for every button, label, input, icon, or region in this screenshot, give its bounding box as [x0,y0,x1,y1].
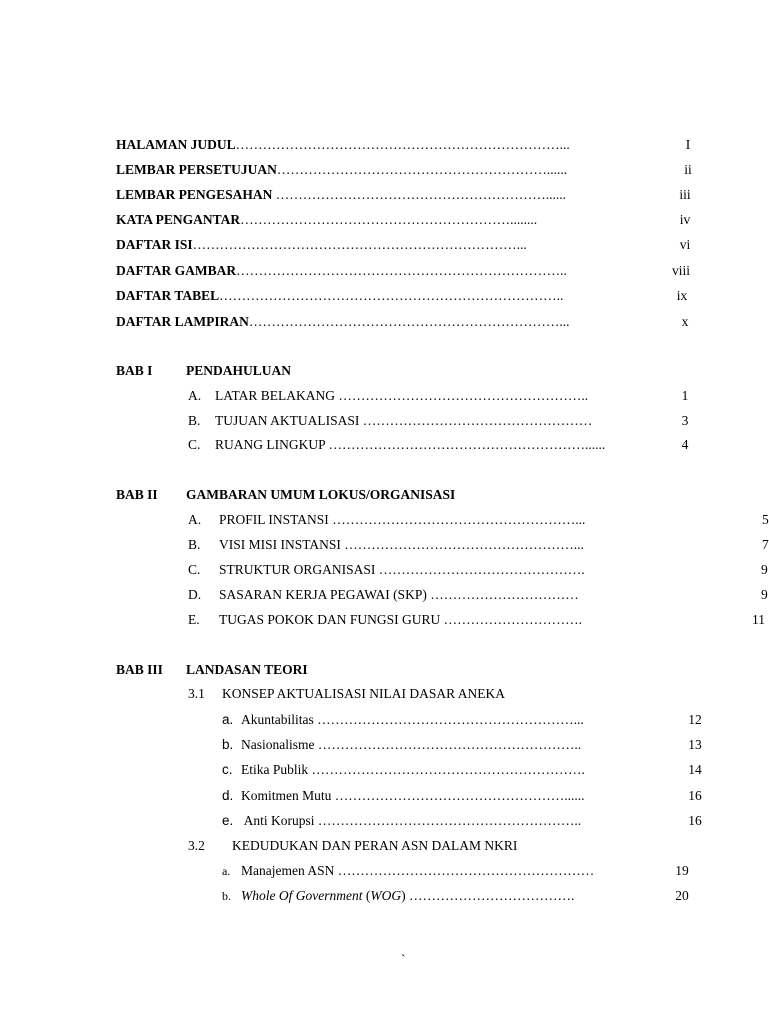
entry-label: LEMBAR PERSETUJUAN [116,162,277,177]
entry-marker: B. [188,413,201,428]
toc-entry [222,737,581,753]
page-number: I [685,137,691,152]
page-number: 20 [675,888,689,903]
entry-label: SASARAN KERJA PEGAWAI (SKP) [219,587,431,602]
leader-dots: …………………………. [443,612,583,627]
page-number: 14 [688,762,702,777]
leader-dots: ………………………………………………………………….. [219,288,564,303]
page-number: x [681,314,689,329]
entry-label: Akuntabilitas [241,712,318,727]
page-number: iii [679,187,691,202]
page-number: viii [671,263,690,278]
toc-entry [222,888,574,904]
entry-marker: A. [188,388,202,403]
toc-entry [188,587,579,603]
page-number: 19 [675,863,689,878]
chapter-title: LANDASAN TEORI [186,662,308,677]
entry-marker: a. [222,712,234,727]
toc-entry [188,612,582,628]
toc-entry [188,512,585,528]
toc-entry [116,237,527,253]
entry-marker: E. [188,612,200,627]
toc-entry [188,537,584,553]
section-marker: 3.2 [188,838,205,853]
entry-marker: A. [188,512,202,527]
leader-dots: ………………………………………………... [332,512,586,527]
page-number: 5 [762,512,769,527]
leader-dots: ………………………………………………….. [317,737,582,752]
leader-dots: ……………………………………………………………….. [236,263,567,278]
page-number: ii [684,162,692,177]
entry-label: VISI MISI INSTANSI [219,537,345,552]
section-heading [188,838,517,854]
toc-entry [116,263,567,279]
toc-entry [116,137,570,153]
page-number: vi [679,237,691,252]
page-number: ix [676,288,688,303]
toc-entry [188,413,592,429]
page-number: 16 [688,788,702,803]
leader-dots: ………………………………………………….. [317,813,582,828]
chapter-title: PENDAHULUAN [186,363,292,378]
toc-entry [188,437,605,453]
toc-entry [188,562,585,578]
entry-label: TUJUAN AKTUALISASI [215,413,363,428]
section-label: KONSEP AKTUALISASI NILAI DASAR ANEKA [222,686,506,701]
toc-entry [222,788,585,804]
entry-label-mid: ( [362,888,371,903]
leader-dots: ………………………………………………………………... [192,237,527,252]
leader-dots: ……………………………………………………........ [240,212,538,227]
leader-dots: ……………………………………………………...... [276,162,568,177]
page-number: 3 [681,413,689,428]
chapter-number: BAB III [116,662,163,677]
entry-label: Etika Publik [241,762,312,777]
entry-marker: B. [188,537,201,552]
page-number: 12 [688,712,702,727]
entry-marker: D. [188,587,202,602]
page-number: 11 [752,612,765,627]
toc-entry [222,712,584,728]
chapter-number: BAB I [116,363,153,378]
entry-marker: b. [222,737,234,752]
entry-label: DAFTAR TABEL [116,288,220,303]
page-number: 4 [681,437,689,452]
toc-entry [116,212,537,228]
leader-dots: ……………………………………………………. [311,762,585,777]
toc-entry [116,288,563,304]
page-number: 9 [761,587,768,602]
leader-dots: ………………………………………. [378,562,585,577]
leader-dots: ……………………………………………...... [334,788,585,803]
entry-marker: C. [188,562,201,577]
footer-mark: ` [401,952,406,967]
entry-label-abbrev: WOG [370,888,402,903]
leader-dots: ……………………………………………………………... [248,314,570,329]
leader-dots: ……………………………………………….. [338,388,589,403]
page-number: 16 [688,813,702,828]
toc-entry [116,187,566,203]
entry-marker: C. [188,437,201,452]
section-heading [188,686,505,702]
page-number: 1 [681,388,689,403]
entry-marker: e. [222,813,234,828]
entry-marker: c. [222,762,233,777]
entry-marker: a. [222,864,231,878]
toc-entry [116,314,570,330]
toc-entry [188,388,588,404]
entry-label: RUANG LINGKUP [215,437,329,452]
section-marker: 3.1 [188,686,205,701]
entry-label: TUGAS POKOK DAN FUNGSI GURU [219,612,444,627]
leader-dots: …………………………………………… [362,413,593,428]
toc-entry [222,762,585,778]
toc-entry [222,863,594,879]
chapter-number: BAB II [116,487,158,502]
section-label: KEDUDUKAN DAN PERAN ASN DALAM NKRI [232,838,518,853]
entry-label: KATA PENGANTAR [116,212,241,227]
entry-label-end: ) [401,888,409,903]
leader-dots: …………………………… [430,587,579,602]
entry-label: STRUKTUR ORGANISASI [219,562,379,577]
entry-label: DAFTAR GAMBAR [116,263,237,278]
leader-dots: ………………………………………………………………... [235,137,570,152]
chapter-title: GAMBARAN UMUM LOKUS/ORGANISASI [186,487,456,502]
leader-dots: ………………………………………………… [337,863,595,878]
entry-label: Nasionalisme [241,737,318,752]
entry-marker: d. [222,788,234,803]
entry-label: PROFIL INSTANSI [219,512,333,527]
leader-dots: …………………………………………………...... [328,437,606,452]
leader-dots: …………………………………………………... [317,712,584,727]
entry-marker: b. [222,889,231,903]
page-number: 13 [688,737,702,752]
leader-dots: ………………………………. [408,888,575,903]
entry-label: LEMBAR PENGESAHAN [116,187,276,202]
entry-label: Komitmen Mutu [241,788,335,803]
page-number: 7 [762,537,769,552]
entry-label: HALAMAN JUDUL [116,137,236,152]
entry-label: Manajemen ASN [241,863,338,878]
entry-label: DAFTAR ISI [116,237,193,252]
page-number: iv [679,212,691,227]
entry-label: Anti Korupsi [241,813,318,828]
toc-entry [116,162,567,178]
toc-entry [222,813,581,829]
leader-dots: ……………………………………………... [344,537,584,552]
entry-label: DAFTAR LAMPIRAN [116,314,249,329]
page-number: 9 [761,562,768,577]
entry-label-italic: Whole Of Government [241,888,363,903]
entry-label: LATAR BELAKANG [215,388,339,403]
leader-dots: ……………………………………………………...... [275,187,567,202]
